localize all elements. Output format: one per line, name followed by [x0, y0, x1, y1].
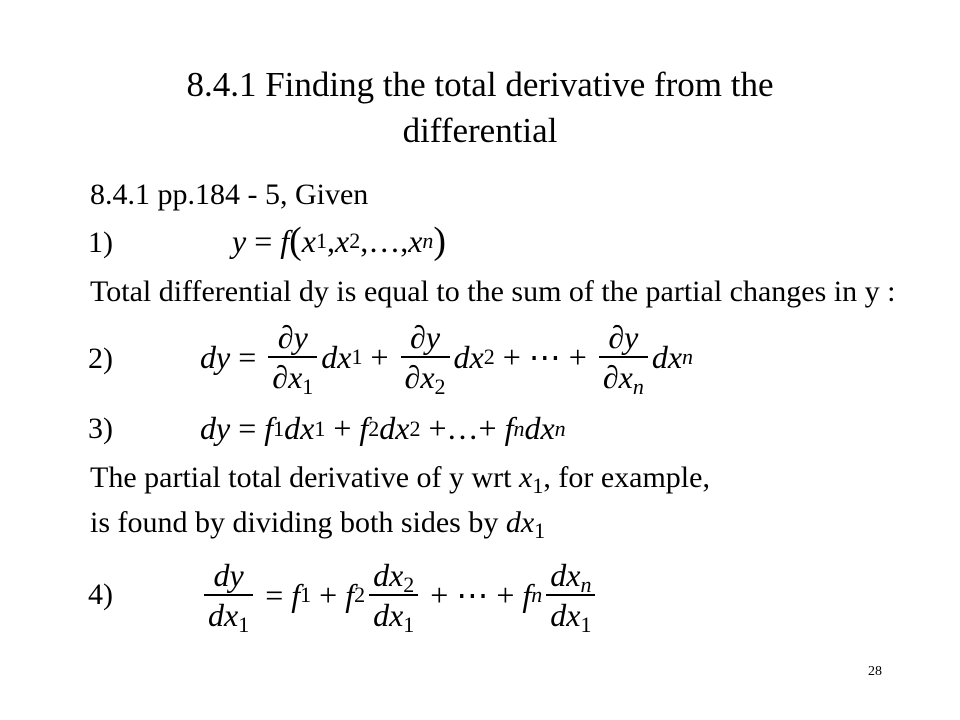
slide-title-line1: 8.4.1 Finding the total derivative from the — [186, 65, 774, 104]
found-by-dividing-line: is found by dividing both sides by $dx_1$ — [90, 506, 546, 543]
equation-1: y = f ( x 1 , x 2 ,…, x n ) — [232, 220, 447, 262]
partial-total-derivative-line: The partial total derivative of y wrt $x_1$, for example, — [90, 461, 710, 498]
found-by-dividing-text: is found by dividing both sides by — [90, 506, 506, 539]
item-number-4: 4) — [88, 578, 113, 611]
equation-2: dy = $\frac{\partial y}{\partial x_1}$ dx 1 + $\frac{\partial y}{\partial x_2}$ dx 2 + ⋯ + $\frac{\partial y}{\partial x_n}$ dx n — [200, 319, 694, 399]
partial-total-derivative-text-b: , for example, — [543, 461, 710, 494]
item-number-1: 1) — [88, 226, 113, 259]
equation-3: dy = f 1 dx 1 + f 2 dx 2 +…+ f n dx n — [200, 410, 566, 446]
page-number: 28 — [868, 664, 882, 679]
slide-title-line2: differential — [402, 111, 558, 150]
item-number-2: 2) — [88, 342, 113, 375]
equation-4: $\frac{dy}{dx_1}$ = f 1 + f 2 $\frac{dx_2}{dx_1}$ + ⋯ + f n $\frac{dx_n}{dx_1}$ — [200, 556, 599, 634]
total-differential-line: Total differential dy is equal to the sum of the partial changes in y : — [90, 275, 896, 308]
partial-total-derivative-text-a: The partial total derivative of y wrt — [90, 461, 520, 494]
given-line: 8.4.1 pp.184 - 5, Given — [90, 178, 369, 211]
item-number-3: 3) — [88, 412, 113, 445]
slide-title — [80, 62, 880, 154]
